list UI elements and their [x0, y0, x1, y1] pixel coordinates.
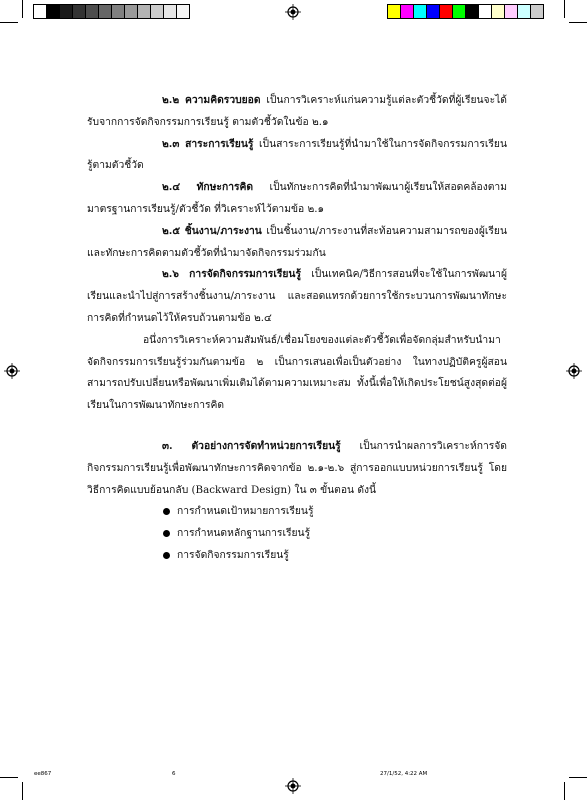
color-swatch — [387, 4, 401, 19]
footer-file-id: ee867 — [34, 771, 52, 777]
section-number: ๓. — [162, 439, 173, 452]
color-swatch — [478, 4, 492, 19]
color-swatch — [465, 4, 479, 19]
color-swatch — [98, 4, 112, 19]
paragraph-note — [87, 330, 507, 417]
paragraph-text: เป็นการนำผลการวิเคราะห์การจัดกิจกรรมการเรียนรู้เพื่อพัฒนาทักษะการคิดจากข้อ ๒.๑-๒.๖ สู่การออกแบบหน่วยการเรียนรู้ โดยวิธีการคิดแบบย้อนกลับ (Backward Design) ใน ๓ ขั้นตอน ดังนี้ — [87, 439, 507, 496]
color-swatch — [85, 4, 99, 19]
registration-mark-icon — [285, 4, 301, 20]
paragraph-text: เป็นเทคนิค/วิธีการสอนที่จะใช้ในการพัฒนาผู้เรียนและนำไปสู่การสร้างชิ้นงาน/ภาระงาน และสอดแทรกด้วยการใช้กระบวนการพัฒนาทักษะการคิดที่กำหนดไว้ให้ครบถ้วนตามข้อ ๒.๔ — [87, 268, 507, 324]
crop-mark — [22, 0, 23, 18]
section-number: ๒.๒ — [162, 94, 180, 106]
color-swatch — [137, 4, 151, 19]
registration-mark-icon — [285, 778, 301, 794]
crop-mark — [0, 777, 18, 778]
color-swatch — [400, 4, 414, 19]
paragraph-text: อนึ่งการวิเคราะห์ความสัมพันธ์/เชื่อมโยงของแต่ละตัวชี้วัดเพื่อจัดกลุ่มสำหรับนำมาจัดกิจกรรมการเรียนรู้ร่วมกันตามข้อ ๒ เป็นการเสนอเพื่อเป็นตัวอย่าง ในทางปฏิบัติครูผู้สอนสามารถปรับเปลี่ยนหรือพัฒนาเพิ่มเติมได้ตามความเหมาะสม ทั้งนี้เพื่อให้เกิดประโยชน์สูงสุดต่อผู้เรียนในการพัฒนาทักษะการคิด — [87, 333, 507, 412]
document-body — [87, 90, 507, 567]
crop-mark — [0, 22, 18, 23]
section-heading: สาระการเรียนรู้ — [185, 137, 254, 150]
color-swatch — [176, 4, 190, 19]
paragraph-concept — [87, 90, 507, 134]
section-heading: ตัวอย่างการจัดทำหน่วยการเรียนรู้ — [191, 439, 341, 452]
section-number: ๒.๓ — [162, 137, 180, 150]
section-heading: ความคิดรวบยอด — [184, 94, 261, 106]
color-swatch — [163, 4, 177, 19]
color-swatch — [46, 4, 60, 19]
paragraph-workpieces — [87, 221, 507, 265]
paragraph-content — [87, 134, 507, 178]
color-swatch — [517, 4, 531, 19]
paragraph-text: เป็นชิ้นงาน/ภาระงานที่สะท้อนความสามารถของผู้เรียนและทักษะการคิดตามตัวชี้วัดที่นำมาจัดกิจกรรมร่วมกัน — [87, 224, 507, 259]
registration-mark-icon — [566, 363, 582, 379]
section-number: ๒.๕ — [162, 224, 181, 237]
list-item: การกำหนดเป้าหมายการเรียนรู้ — [165, 501, 507, 523]
paragraph-text: เป็นสาระการเรียนรู้ที่นำมาใช้ในการจัดกิจกรรมการเรียนรู้ตามตัวชี้วัด — [87, 137, 507, 172]
footer-timestamp: 27/1/52, 4:22 AM — [380, 771, 428, 777]
section-heading: ชิ้นงาน/ภาระงาน — [184, 224, 262, 237]
crop-mark — [569, 22, 587, 23]
footer-page-number: 6 — [172, 771, 176, 777]
color-swatch — [452, 4, 466, 19]
paragraph-text: เป็นทักษะการคิดที่นำมาพัฒนาผู้เรียนให้สอดคล้องตามมาตรฐานการเรียนรู้/ตัวชี้วัด ที่วิเคราะห์ไว้ตามข้อ ๒.๑ — [87, 181, 507, 215]
cmyk-color-bar — [388, 4, 544, 19]
color-swatch — [33, 4, 47, 19]
bullet-icon — [163, 530, 170, 537]
paragraph-text: เป็นการวิเคราะห์แก่นความรู้แต่ละตัวชี้วัดที่ผู้เรียนจะได้รับจากการจัดกิจกรรมการเรียนรู้ ตามตัวชี้วัดในข้อ ๒.๑ — [87, 94, 507, 128]
paragraph-unit-example — [87, 436, 507, 501]
section-number: ๒.๖ — [162, 268, 179, 281]
section-number: ๒.๔ — [162, 181, 181, 194]
crop-mark — [22, 782, 23, 800]
list-item: การจัดกิจกรรมการเรียนรู้ — [165, 545, 507, 567]
color-swatch — [150, 4, 164, 19]
paragraph-thinking-skills — [87, 177, 507, 221]
registration-mark-icon — [4, 363, 20, 379]
crop-mark — [564, 782, 565, 800]
color-swatch — [413, 4, 427, 19]
bullet-icon — [163, 552, 170, 559]
section-heading: การจัดกิจกรรมการเรียนรู้ — [189, 268, 301, 281]
color-swatch — [426, 4, 440, 19]
crop-mark — [569, 777, 587, 778]
crop-mark — [564, 0, 565, 18]
section-heading: ทักษะการคิด — [196, 181, 254, 194]
color-swatch — [491, 4, 505, 19]
bullet-icon — [163, 508, 170, 515]
paragraph-activities — [87, 264, 507, 329]
grayscale-color-bar — [34, 4, 190, 19]
color-swatch — [72, 4, 86, 19]
color-swatch — [111, 4, 125, 19]
list-item: การกำหนดหลักฐานการเรียนรู้ — [165, 523, 507, 545]
color-swatch — [504, 4, 518, 19]
color-swatch — [530, 4, 544, 19]
color-swatch — [124, 4, 138, 19]
color-swatch — [439, 4, 453, 19]
steps-list — [87, 501, 507, 566]
color-swatch — [59, 4, 73, 19]
